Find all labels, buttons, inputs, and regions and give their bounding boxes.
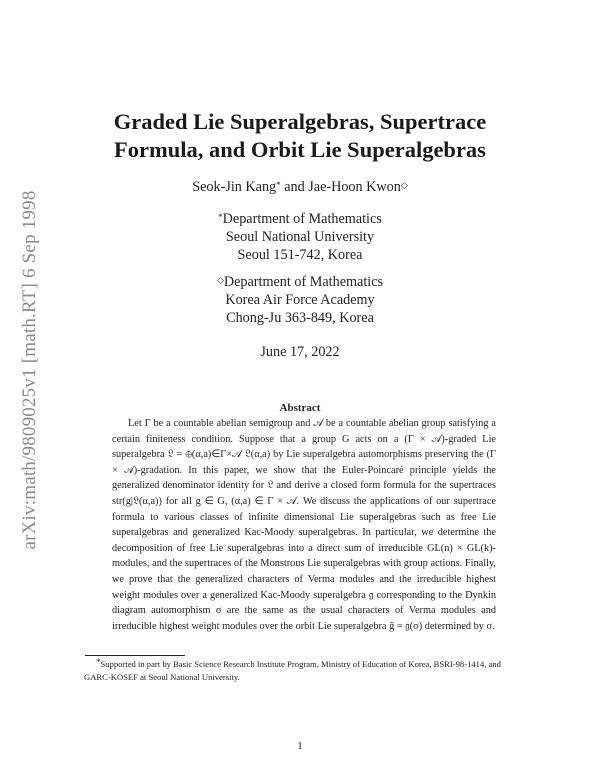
affiliation-1-line-3: Seoul 151-742, Korea <box>237 247 363 263</box>
affiliation-1-line-1: Department of Mathematics <box>222 211 382 227</box>
author-1-mark: * <box>276 180 281 190</box>
title-line-1: Graded Lie Superalgebras, Supertrace <box>113 109 487 134</box>
affiliation-1-line-2: Seoul National University <box>225 229 375 245</box>
footnote-text: Supported in part by Basic Science Research Institute Program, Ministry of Education of Korea, BSRI-98-1414, and GARC-KOSEF at Seoul National University. <box>84 659 501 682</box>
affiliation-2-line-3: Chong-Ju 363-849, Korea <box>226 310 374 326</box>
authors <box>0 178 600 196</box>
affiliation-2-mark: ◇ <box>216 275 224 285</box>
abstract-heading: Abstract <box>279 402 321 414</box>
author-2: Jae-Hoon Kwon <box>308 179 401 195</box>
page-number: 1 <box>297 740 303 752</box>
authors-and: and <box>280 179 309 195</box>
arxiv-stamp-text: arXiv:math/9809025v1 [math.RT] 6 Sep 1998 <box>19 190 40 550</box>
paper-title <box>0 108 600 164</box>
author-1: Seok-Jin Kang <box>192 179 277 195</box>
affiliation-2-line-1: Department of Mathematics <box>223 274 384 290</box>
footnote-mark: * <box>96 657 101 667</box>
paper-date: June 17, 2022 <box>260 344 340 360</box>
abstract-body <box>112 416 496 634</box>
footnote-rule <box>85 655 185 656</box>
affiliation-2-line-2: Korea Air Force Academy <box>225 292 375 308</box>
title-line-2: Formula, and Orbit Lie Superalgebras <box>114 137 486 162</box>
abstract-text: Let Γ be a countable abelian semigroup and 𝒜 be a countable abelian group satisfying a certain finiteness condition. Suppose that a group G acts on a (Γ × 𝒜)-graded Lie superalgebra 𝔏 = ⊕(α,a)∈Γ×𝒜 𝔏(α,a) by Lie superalgebra automorphisms preserving the (Γ × 𝒜)-gradation. In this paper, we show that the Euler-Poincaré principle yields the generalized denominator identity for 𝔏 and derive a closed form formula for the supertraces str(g|𝔏(α,a)) for all g ∈ G, (α,a) ∈ Γ × 𝒜. We discuss the applications of our supertrace formula to various classes of infinite dimensional Lie superalgebras such as free Lie superalgebras and generalized Kac-Moody superalgebras. In particular, we determine the decomposition of free Lie superalgebras into a direct sum of irreducible GL(n) × GL(k)-modules, and the supertraces of the Monstrous Lie superalgebras with group actions. Finally, we prove that the generalized characters of Verma modules and the irreducible highest weight modules over a generalized Kac-Moody superalgebra 𝔤 corresponding to the Dynkin diagram automorphism σ are the same as the usual characters of Verma modules and irreducible highest weight modules over the orbit Lie superalgebra ğ = 𝔤(σ) determined by σ. <box>112 418 496 632</box>
author-2-mark: ◇ <box>400 180 408 190</box>
footnote <box>84 658 528 684</box>
affiliation-1-mark: * <box>218 212 223 222</box>
affiliation-2 <box>0 273 600 327</box>
affiliation-1 <box>0 210 600 264</box>
